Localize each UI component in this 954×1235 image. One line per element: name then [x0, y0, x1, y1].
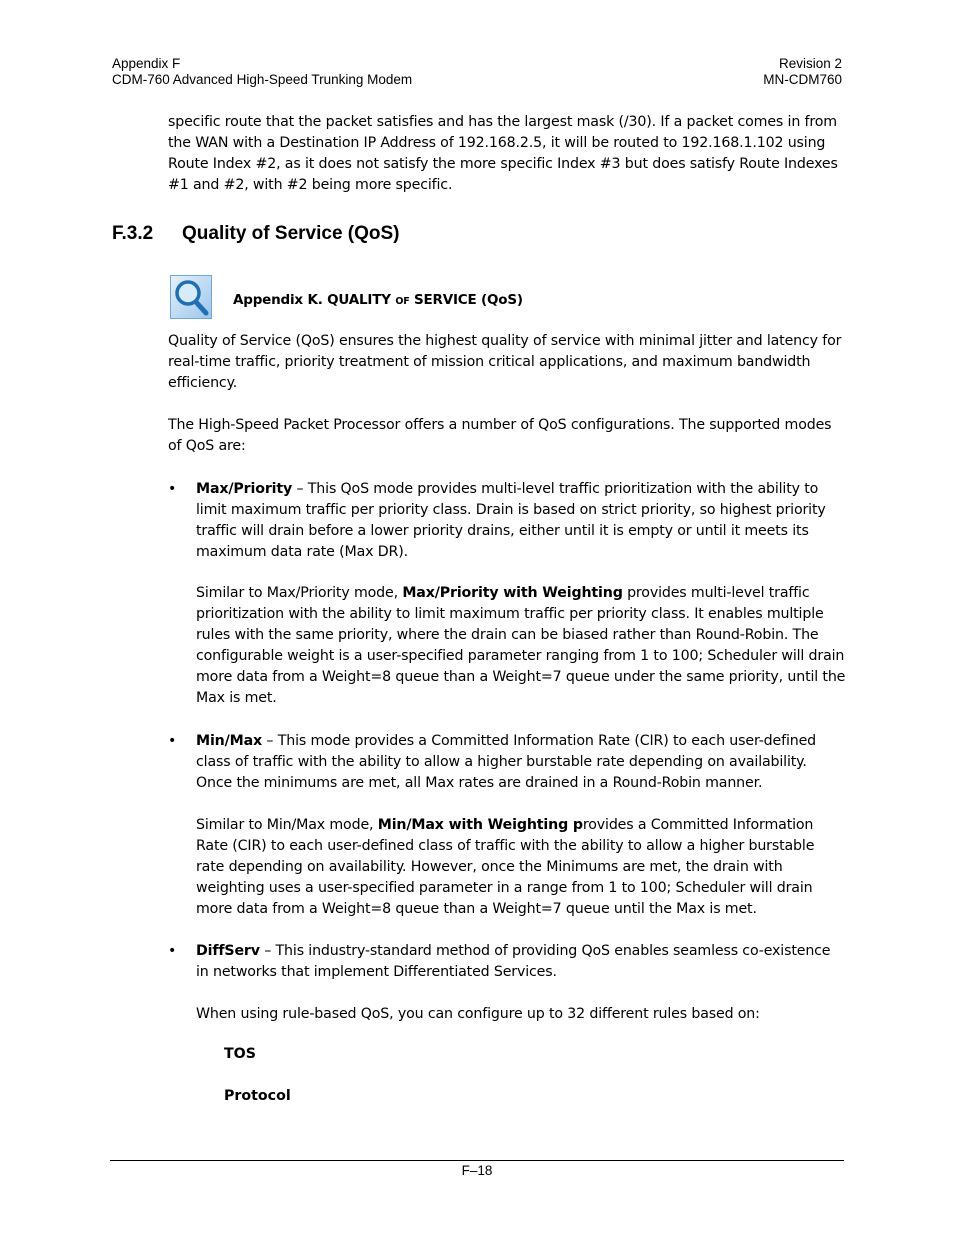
min-max-description: – This mode provides a Committed Information Rate (CIR) to each user-defined class of traffic with the ability to allow a higher burstable rate depending on availability. Once the minimums are met, all Max rates are drained in a Round-Robin manner. [196, 733, 817, 791]
appendix-reference[interactable] [170, 275, 523, 324]
section-number: F.3.2 [112, 223, 154, 244]
bullet-marker: • [168, 481, 177, 497]
header-revision: Revision 2 [778, 56, 842, 71]
header-doc-number: MN-CDM760 [763, 72, 842, 87]
qos-intro-paragraph [168, 331, 848, 394]
term-diffserv: DiffServ [196, 943, 260, 959]
diffserv-description: – This industry-standard method of providing QoS enables seamless co-existence in networks that implement Differentiated Services. [196, 943, 831, 980]
term-min-max: Min/Max [196, 733, 263, 749]
header-product: CDM-760 Advanced High-Speed Trunking Modem [112, 72, 413, 87]
bullet-marker: • [168, 733, 177, 749]
page-header-left [112, 56, 412, 88]
ref-prefix: Appendix K. QUALITY [233, 291, 396, 308]
weighting-pre: Similar to Max/Priority mode, [196, 585, 403, 601]
modes-intro-text: The High-Speed Packet Processor offers a number of QoS configurations. The supported modes of QoS are: [168, 417, 832, 454]
intro-paragraph-text: specific route that the packet satisfies and has the largest mask (/30). If a packet comes in from the WAN with a Destination IP Address of 192.168.2.5, it will be routed to 192.168.1.102 using Route Index #2, as it does not satisfy the more specific Index #3 but does satisfy Route Indexes #1 and #2, with #2 being more specific. [168, 114, 838, 193]
bullet-max-priority [168, 479, 844, 563]
appendix-reference-label [233, 292, 523, 308]
rule-based-qos-paragraph [196, 1004, 846, 1025]
section-heading [112, 223, 400, 245]
min-max-weighting-paragraph [196, 815, 846, 920]
header-appendix: Appendix F [112, 56, 181, 71]
max-priority-weighting-paragraph [196, 583, 846, 709]
term-min-max-weighting: Min/Max with Weighting p [377, 817, 583, 833]
page-number: F–18 [461, 1163, 493, 1178]
page-header-right [763, 56, 842, 88]
bullet-diffserv [168, 941, 844, 983]
max-priority-description: – This QoS mode provides multi-level traffic prioritization with the ability to limit maximum traffic per priority class. Drain is based on strict priority, so highest priority traffic will drain before a lower priority drains, either until it is empty or until it meets its maximum data rate (Max DR). [196, 481, 826, 560]
section-title: Quality of Service (QoS) [182, 223, 400, 244]
term-max-priority-weighting: Max/Priority with Weighting [402, 585, 623, 601]
modes-intro-paragraph [168, 415, 848, 457]
bullet-marker: • [168, 943, 177, 959]
intro-paragraph [168, 112, 848, 196]
rule-based-qos-text: When using rule-based QoS, you can configure up to 32 different rules based on: [196, 1006, 760, 1022]
qos-intro-text: Quality of Service (QoS) ensures the highest quality of service with minimal jitter and latency for real-time traffic, priority treatment of mission critical applications, and maximum bandwidth efficiency. [168, 333, 842, 391]
rule-item-protocol: Protocol [224, 1088, 291, 1104]
min-max-weighting-pre: Similar to Min/Max mode, [196, 817, 378, 833]
bullet-min-max [168, 731, 844, 794]
rule-item-tos: TOS [224, 1046, 256, 1062]
footer-divider [110, 1160, 844, 1161]
weighting-post: provides multi-level traffic prioritization with the ability to limit maximum traffic per priority class. It enables multiple rules with the same priority, where the drain can be biased rather than Round-Robin. The configurable weight is a user-specified parameter ranging from 1 to 100; Scheduler will drain more data from a Weight=8 queue than a Weight=7 queue under the same priority, until the Max is met. [196, 585, 846, 706]
magnifier-icon [170, 275, 212, 324]
min-max-weighting-post: rovides a Committed Information Rate (CIR) to each user-defined class of traffic with the ability to allow a higher burstable rate depending on availability. However, once the Minimums are met, the drain with weighting uses a user-specified parameter in a range from 1 to 100; Scheduler will drain more data from a Weight=8 queue than a Weight=7 queue until the Max is met. [196, 817, 815, 917]
ref-suffix: SERVICE (QoS) [409, 291, 523, 308]
ref-small: OF [395, 295, 410, 307]
term-max-priority: Max/Priority [196, 481, 293, 497]
